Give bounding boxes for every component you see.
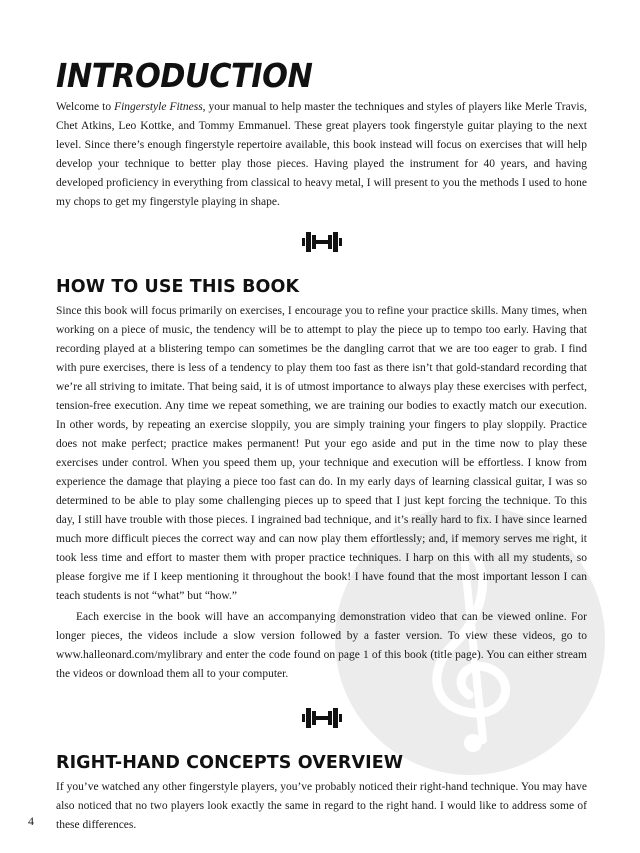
section-divider	[56, 224, 587, 260]
how-to-paragraph-2: Each exercise in the book will have an accompanying demonstration video that can be viewed online. For longer pieces, the videos include a slow version followed by a faster version. To view these videos, go to www.halleonard.com/mylibrary and enter the code found on page 1 of this book (title page). You can either stream the videos or download them all to your computer.	[56, 611, 587, 680]
right-hand-paragraph: If you’ve watched any other fingerstyle players, you’ve probably noticed their right-hand technique. You may have also noticed that no two players look exactly the same in regard to the right hand. I would like to address some of these differences.	[56, 781, 587, 831]
section-heading-how-to-use: HOW TO USE THIS BOOK	[56, 277, 300, 297]
intro-paragraph: Welcome to Fingerstyle Fitness, your manual to help master the techniques and styles of players like Merle Travis, Chet Atkins, Leo Kottke, and Tommy Emmanuel. These great players took fingerstyle guitar playing to the next level. Since there’s enough fingerstyle repertoire available, this book instead will focus on exercises that will help develop your technique to better play those pieces. Having played the instrument for 40 years, and having developed proficiency in everything from classical to heavy metal, I will present to you the methods I used to hone my chops to get my fingerstyle playing in shape.	[56, 101, 587, 208]
page-title: INTRODUCTION	[56, 56, 313, 95]
section-heading-right-hand: RIGHT-HAND CONCEPTS OVERVIEW	[56, 753, 404, 773]
dumbbell-icon	[302, 229, 342, 255]
section-divider	[56, 700, 587, 736]
dumbbell-icon	[302, 705, 342, 731]
page-content	[56, 56, 587, 835]
book-title: Fingerstyle Fitness	[114, 101, 203, 113]
page-number: 4	[28, 814, 34, 828]
how-to-paragraph-1: Since this book will focus primarily on exercises, I encourage you to refine your practice skills. Many times, when working on a piece of music, the tendency will be to attempt to play the piece up to tempo too early. Having that recording played at a blistering tempo can sometimes be the dangling carrot that we are too eager to grab. I find with pure exercises, there is less of a tendency to play them too fast as there isn’t that gold-standard recording that we’re all striving to imitate. That being said, it is of utmost importance to always play these exercises with perfect, tension-free execution. Any time we repeat something, we are training our bodies to exactly match our execution. In other words, by repeating an exercise sloppily, you are simply training your fingers to play sloppily. Practice does not make perfect; practice makes permanent! Put your ego aside and put in the time now to play these exercises under control. When you speed them up, your technique and execution will be effortless. I know from experience the damage that playing a piece too fast can do. In my early days of learning classical guitar, I was so determined to be able to play some challenging pieces up to speed that I just kept forcing the technique. To this day, I still have trouble with those pieces. I ingrained bad technique, and it’s really hard to fix. I have since learned much more difficult pieces the correct way and can now play them effortlessly; and, if memory serves me right, it took less time and effort to master them with proper practice techniques. I harp on this with all my students, so please forgive me if I keep mentioning it throughout the book! I have found that the most important lesson I can teach students is not “what” but “how.”	[56, 305, 587, 602]
